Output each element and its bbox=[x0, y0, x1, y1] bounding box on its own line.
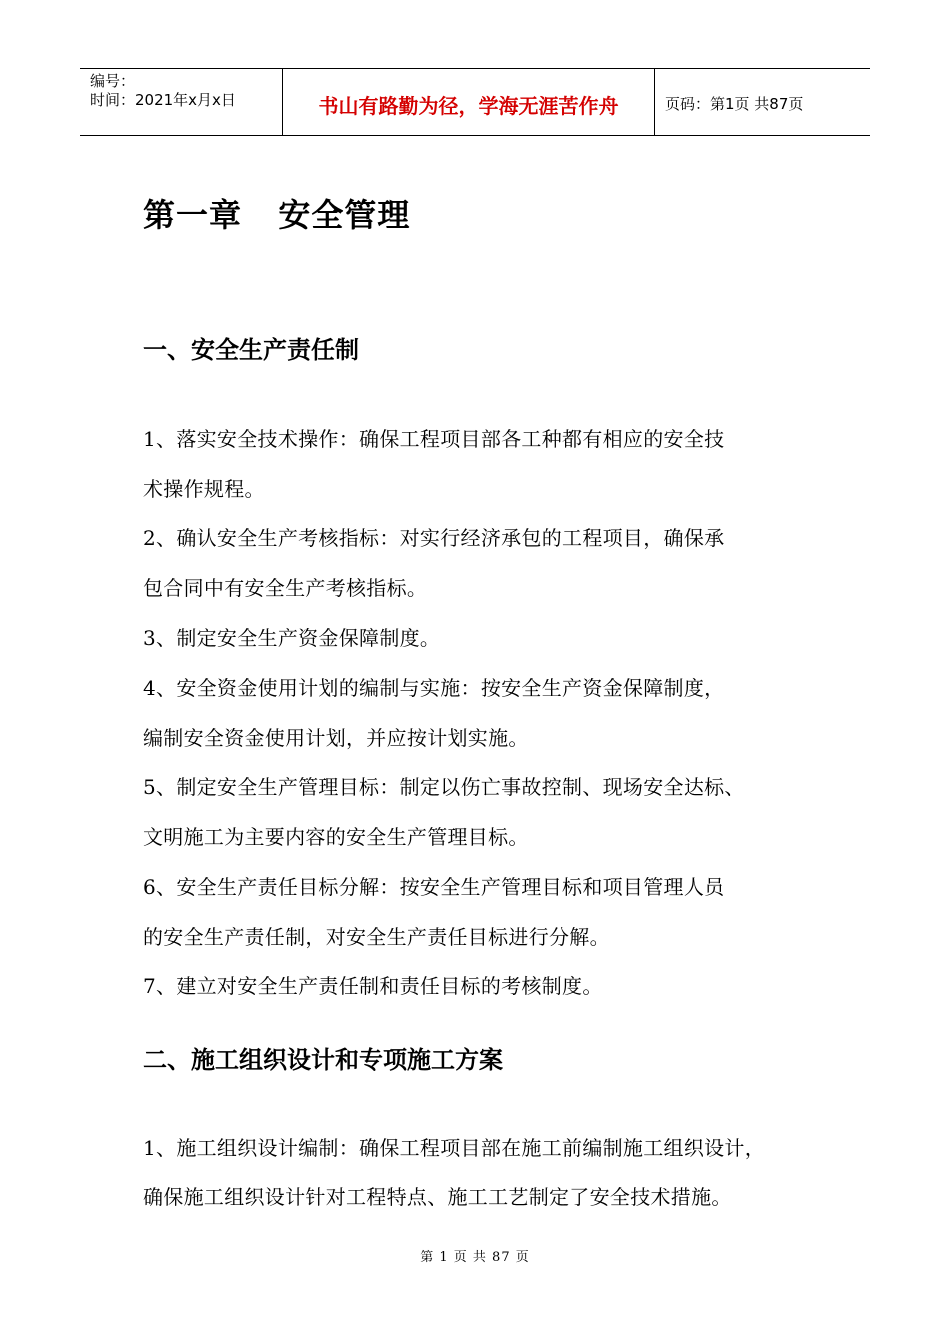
body-line: 文明施工为主要内容的安全生产管理目标。 bbox=[143, 825, 529, 849]
header-meta bbox=[80, 69, 282, 135]
body-line: 编制安全资金使用计划，并应按计划实施。 bbox=[143, 726, 529, 750]
page-footer: 第 1 页 共 87 页 bbox=[420, 1250, 530, 1265]
body-line: 3、制定安全生产资金保障制度。 bbox=[143, 626, 441, 650]
page-header bbox=[80, 68, 870, 136]
body-line: 包合同中有安全生产考核指标。 bbox=[143, 576, 428, 600]
body-line: 4、安全资金使用计划的编制与实施：按安全生产资金保障制度， bbox=[143, 676, 725, 700]
body-line: 7、建立对安全生产责任制和责任目标的考核制度。 bbox=[143, 974, 603, 998]
section-heading-2: 二、施工组织设计和专项施工方案 bbox=[143, 1045, 503, 1074]
body-line: 1、施工组织设计编制：确保工程项目部在施工前编制施工组织设计， bbox=[143, 1136, 766, 1160]
body-line: 1、落实安全技术操作：确保工程项目部各工种都有相应的安全技 bbox=[143, 427, 725, 451]
body-line: 确保施工组织设计针对工程特点、施工工艺制定了安全技术措施。 bbox=[143, 1185, 732, 1209]
body-line: 的安全生产责任制，对安全生产责任目标进行分解。 bbox=[143, 925, 610, 949]
header-motto: 书山有路勤为径，学海无涯苦作舟 bbox=[282, 69, 655, 135]
number-label: 编号： bbox=[90, 72, 136, 90]
header-page-info: 页码：第1页 共87页 bbox=[665, 94, 804, 113]
body-line: 5、制定安全生产管理目标：制定以伤亡事故控制、现场安全达标、 bbox=[143, 775, 745, 799]
section-heading-1: 一、安全生产责任制 bbox=[143, 335, 359, 364]
body-line: 6、安全生产责任目标分解：按安全生产管理目标和项目管理人员 bbox=[143, 875, 725, 899]
body-line: 2、确认安全生产考核指标：对实行经济承包的工程项目，确保承 bbox=[143, 526, 725, 550]
chapter-title: 第一章 安全管理 bbox=[143, 196, 411, 234]
time-label: 时间：2021年x月x日 bbox=[90, 91, 236, 109]
body-line: 术操作规程。 bbox=[143, 477, 265, 501]
